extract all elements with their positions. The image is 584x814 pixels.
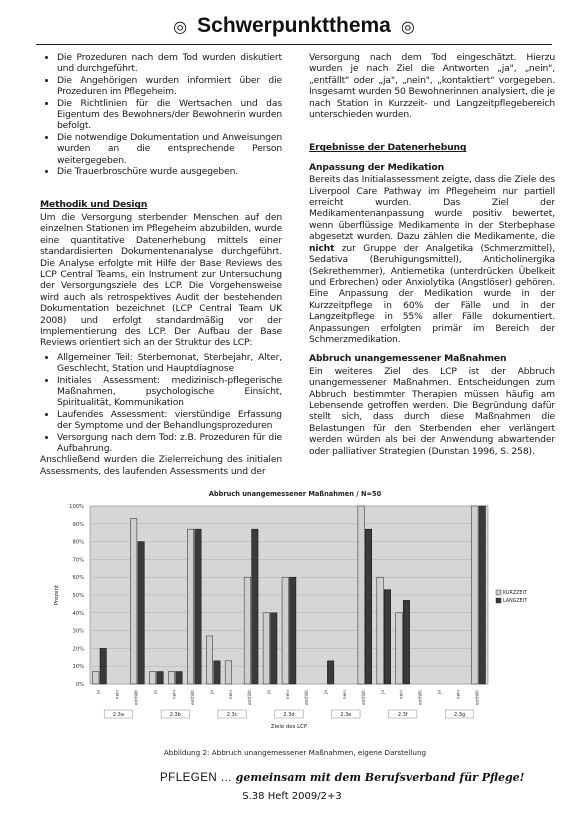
emphasis-text: nicht <box>309 242 335 254</box>
bar-kurzzeit <box>377 577 383 684</box>
medication-paragraph: Bereits das Initialassessment zeigte, dass die Ziele des Liverpool Care Pathway im Pflegeheim nur partiell erreicht wurden. Das Ziel der Medikamentenanpassung wurde positiv bewertet, wenn überflüssige Medikamente in der Sterbephase abgesetzt wurden. Dazu zählen die Medikamente, die nicht zur Gruppe der Analgetika (Schmerzmittel), Sedativa (Beruhigungsmittel), Anticholinergika (Sekrethemmer), Antiemetika (unterdrücken Übelkeit und Erbrechen) oder Anxiolytika (Angstlöser) gehören. Eine Anpassung der Medikation wurde in der Kurzzeitpflege in 60% der Fälle und in der Langzeitpflege in 55% aller Fälle dokumentiert. Anpassungen erfolgten primär im Bereich der Schmerzmedikation. <box>309 174 555 345</box>
bar-kurzzeit <box>396 613 402 684</box>
bar-langzeit <box>100 648 106 684</box>
group-label: 2.3c <box>226 712 238 718</box>
target-icon: ◎ <box>173 16 188 36</box>
list-item: • Die Angehörigen wurden informiert über die Prozeduren im Pflegeheim. <box>57 75 282 98</box>
abort-paragraph: Ein weiteres Ziel des LCP ist der Abbruch unangemessener Maßnahmen. Entscheidungen zum Abbruch bestimmter Therapien müssen häufig am Lebensende getroffen werden. Die Begründung dafür stellt sich, dass durch diese Maßnahmen die Belastungen für den Sterbenden eher verlängert werden würden als bei der Anwendung abwartender oder palliativer Strategien (Dunstan 1996, S. 258). <box>309 365 555 457</box>
bar-kurzzeit <box>93 672 99 684</box>
list-item: • Die Trauerbroschüre wurde ausgegeben. <box>57 166 282 177</box>
legend-swatch <box>496 598 501 603</box>
bar-langzeit <box>138 542 144 684</box>
section-heading-method: Methodik und Design <box>40 199 148 211</box>
x-tick-label: entfällt <box>133 690 139 705</box>
brand-text: PFLEGEN ... <box>160 772 232 784</box>
bar-kurzzeit <box>225 661 231 684</box>
bar-langzeit <box>327 661 333 684</box>
y-tick-label: 50% <box>72 593 84 599</box>
y-tick-label: 80% <box>72 539 84 546</box>
page-number: S.38 Heft 2009/2+3 <box>242 791 342 802</box>
x-tick-label: ja <box>95 690 101 694</box>
x-tick-label: entfällt <box>360 690 366 705</box>
y-tick-label: 70% <box>72 557 84 564</box>
continuation-paragraph: Versorgung nach dem Tod eingeschätzt. Hierzu wurden je nach Ziel die Antworten „ja", „nein", „entfällt" oder „ja", „nein", „kontaktiert" vorgegeben. Insgesamt wurden 50 Bewohnerinnen analysiert, die je nach Station in Kurzzeit- und Langzeitpflegebereich unterschieden wurden. <box>309 52 555 121</box>
bar-langzeit <box>403 600 409 684</box>
bar-langzeit <box>252 529 258 684</box>
group-label: 2.3b <box>169 712 181 718</box>
x-tick-label: entfällt <box>247 690 253 705</box>
legend-label: LANGZEIT <box>503 599 528 604</box>
x-tick-label: entfällt <box>417 690 423 705</box>
group-label: 2.3g <box>454 712 466 718</box>
chart-title: Abbruch unangemessener Maßnahmen / N=50 <box>208 490 382 498</box>
bar-kurzzeit <box>168 672 174 684</box>
x-tick-label: ja <box>266 690 272 694</box>
x-tick-label: ja <box>152 690 158 694</box>
list-item: • Allgemeiner Teil: Sterbemonat, Sterbejahr, Alter, Geschlecht, Station und Hauptdiagnose <box>57 352 282 375</box>
x-tick-label: entfällt <box>474 690 480 705</box>
y-tick-label: 0% <box>75 682 84 688</box>
list-item: • Laufendes Assessment: vierstündige Erfassung der Symptome und der Behandlungsprozeduren <box>57 409 282 432</box>
bar-kurzzeit <box>472 506 478 684</box>
x-tick-label: ja <box>209 690 215 694</box>
subheading-abort: Abbruch unangemessener Maßnahmen <box>309 353 507 365</box>
bar-langzeit <box>384 590 390 684</box>
x-tick-label: ja <box>322 690 328 694</box>
bar-kurzzeit <box>206 636 212 684</box>
subheading-medication: Anpassung der Medikation <box>309 161 444 173</box>
closing-paragraph: Anschließend wurden die Zielerreichung des initialen Assessments, des laufenden Assessments und der <box>40 454 282 477</box>
bar-langzeit <box>214 661 220 684</box>
figure-caption: Abbildung 2: Abbruch unangemessener Maßnahmen, eigene Darstellung <box>163 748 427 757</box>
bar-chart <box>40 490 550 760</box>
x-tick-label: nein <box>285 690 290 700</box>
bar-kurzzeit <box>263 613 269 684</box>
list-item: • Versorgung nach dem Tod: z.B. Prozeduren für die Aufbahrung. <box>57 432 282 455</box>
bar-langzeit <box>195 529 201 684</box>
group-label: 2.3f <box>397 712 408 718</box>
legend-label: KURZZEIT <box>503 591 527 596</box>
group-label: 2.3a <box>112 712 124 718</box>
y-tick-label: 20% <box>72 646 84 653</box>
y-tick-label: 60% <box>72 575 84 582</box>
x-tick-label: nein <box>114 690 120 700</box>
x-tick-label: nein <box>171 690 177 700</box>
x-tick-label: ja <box>379 690 385 694</box>
list-item: • Initiales Assessment: medizinisch-pflegerische Maßnahmen, psychologische Einsicht, Spiritualität, Kommunikation <box>57 375 282 409</box>
legend-swatch <box>496 590 501 595</box>
bar-kurzzeit <box>282 577 288 684</box>
x-tick-label: nein <box>455 690 461 700</box>
y-axis-label: Prozent <box>54 584 60 606</box>
bar-kurzzeit <box>130 518 136 684</box>
x-tick-label: ja <box>436 690 442 694</box>
x-tick-label: entfällt <box>303 690 309 705</box>
chart-svg <box>40 500 550 758</box>
brand-slogan: gemeinsam mit dem Berufsverband für Pflege! <box>235 771 525 784</box>
bar-langzeit <box>271 613 277 684</box>
bar-langzeit <box>176 672 182 684</box>
y-tick-label: 10% <box>72 664 84 671</box>
page-title: Schwerpunktthema <box>197 14 391 37</box>
footer-brand <box>160 770 524 784</box>
list-item: • Die Prozeduren nach dem Tod wurden diskutiert und durchgeführt. <box>57 52 282 75</box>
group-label: 2.3e <box>340 712 352 718</box>
bar-kurzzeit <box>149 672 155 684</box>
bar-kurzzeit <box>187 529 193 684</box>
right-column <box>309 52 555 460</box>
list-item: • Die notwendige Dokumentation und Anweisungen wurden an die entsprechende Person weitergegeben. <box>57 132 282 166</box>
x-tick-label: entfällt <box>190 690 196 705</box>
method-paragraph: Um die Versorgung sterbender Menschen auf den einzelnen Stationen im Pflegeheim abzubilden, wurde eine quantitative Datenerhebung mittels einer standardisierten Dokumentenanalyse durchgeführt. Die Analyse erfolgte mit Hilfe der Base Reviews des LCP Central Teams, ein Instrument zur Untersuchung der Versorgungsziele des LCP. Die Vorgehensweise wird auch als retrospektives Audit der bestehenden Dokumentation bezeichnet (LCP Central Team UK 2008) und erfolgt standardmäßig vor der Implementierung des LCP. Der Aufbau der Base Reviews orientiert sich an der Struktur des LCP: <box>40 211 282 349</box>
intro-bullet-list <box>40 52 282 177</box>
bar-langzeit <box>290 577 296 684</box>
x-axis-label: Ziele des LCP <box>270 724 308 730</box>
bar-langzeit <box>157 672 163 684</box>
page-header <box>36 8 552 45</box>
list-item: • Die Richtlinien für die Wertsachen und das Eigentum des Bewohners/der Bewohnerin wurden befolgt. <box>57 98 282 132</box>
bar-kurzzeit <box>244 577 250 684</box>
section-heading-results: Ergebnisse der Datenerhebung <box>309 142 467 154</box>
bar-kurzzeit <box>358 506 364 684</box>
left-column <box>40 52 282 480</box>
x-tick-label: nein <box>341 690 347 700</box>
bar-langzeit <box>365 529 371 684</box>
target-icon: ◎ <box>400 16 415 36</box>
y-tick-label: 100% <box>69 504 84 510</box>
group-label: 2.3d <box>283 712 295 718</box>
y-tick-label: 30% <box>72 628 84 635</box>
bar-langzeit <box>479 506 485 684</box>
x-tick-label: nein <box>398 690 404 700</box>
y-tick-label: 40% <box>72 610 84 617</box>
structure-bullet-list <box>40 352 282 455</box>
y-tick-label: 90% <box>72 521 84 528</box>
x-tick-label: nein <box>228 690 234 700</box>
